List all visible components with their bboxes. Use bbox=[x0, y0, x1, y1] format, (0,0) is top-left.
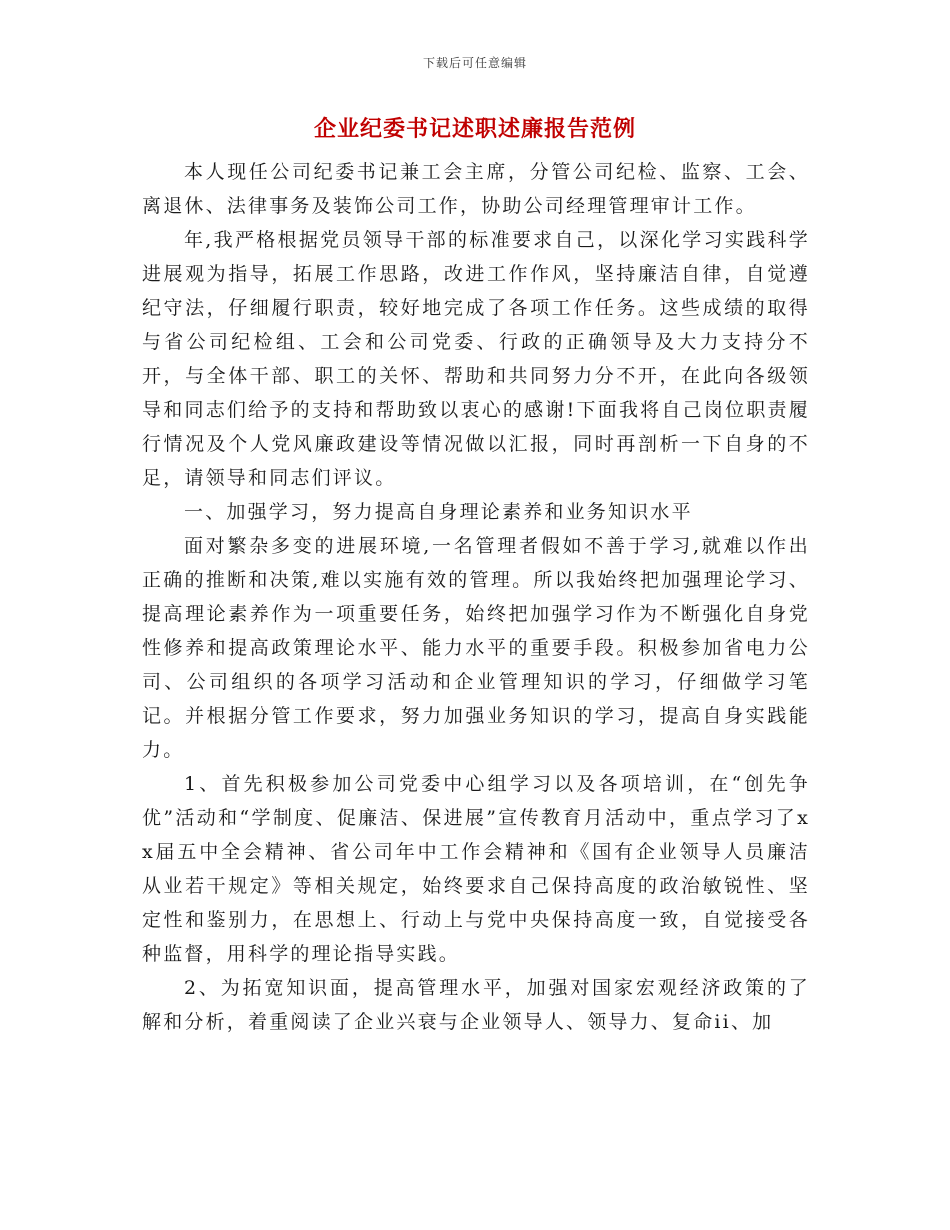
paragraph-item-2: 2、为拓宽知识面，提高管理水平，加强对国家宏观经济政策的了解和分析，着重阅读了企业兴衰与企业领导人、领导力、复命ii、加 bbox=[142, 977, 810, 1033]
paragraph-item-1: 1、首先积极参加公司党委中心组学习以及各项培训，在“创先争优”活动和“学制度、促廉洁、保进展”宣传教育月活动中，重点学习了xx届五中全会精神、省公司年中工作会精神和《国有企业领导人员廉洁从业若干规定》等相关规定，始终要求自己保持高度的政治敏锐性、坚定性和鉴别力，在思想上、行动上与党中央保持高度一致，自觉接受各种监督，用科学的理论指导实践。 bbox=[142, 773, 810, 965]
document-title: 企业纪委书记述职述廉报告范例 bbox=[313, 116, 636, 142]
paragraph-summary: 年,我严格根据党员领导干部的标准要求自己，以深化学习实践科学进展观为指导，拓展工作思路，改进工作作风，坚持廉洁自律，自觉遵纪守法，仔细履行职责，较好地完成了各项工作任务。这些成绩的取得与省公司纪检组、工会和公司党委、行政的正确领导及大力支持分不开，与全体干部、职工的关怀、帮助和共同努力分不开，在此向各级领导和同志们给予的支持和帮助致以衷心的感谢!下面我将自己岗位职责履行情况及个人党风廉政建设等情况做以汇报，同时再剖析一下自身的不足，请领导和同志们评议。 bbox=[142, 229, 810, 489]
paragraph-learning: 面对繁杂多变的进展环境,一名管理者假如不善于学习,就难以作出正确的推断和决策,难以实施有效的管理。所以我始终把加强理论学习、提高理论素养作为一项重要任务，始终把加强学习作为不断强化自身党性修养和提高政策理论水平、能力水平的重要手段。积极参加省电力公司、公司组织的各项学习活动和企业管理知识的学习，仔细做学习笔记。并根据分管工作要求，努力加强业务知识的学习，提高自身实践能力。 bbox=[142, 535, 810, 761]
document-body bbox=[142, 155, 810, 1039]
section-heading-1: 一、加强学习，努力提高自身理论素养和业务知识水平 bbox=[184, 501, 693, 523]
paragraph-intro: 本人现任公司纪委书记兼工会主席，分管公司纪检、监察、工会、离退休、法律事务及装饰公司工作，协助公司经理管理审计工作。 bbox=[142, 161, 810, 217]
header-note: 下载后可任意编辑 bbox=[422, 56, 527, 70]
